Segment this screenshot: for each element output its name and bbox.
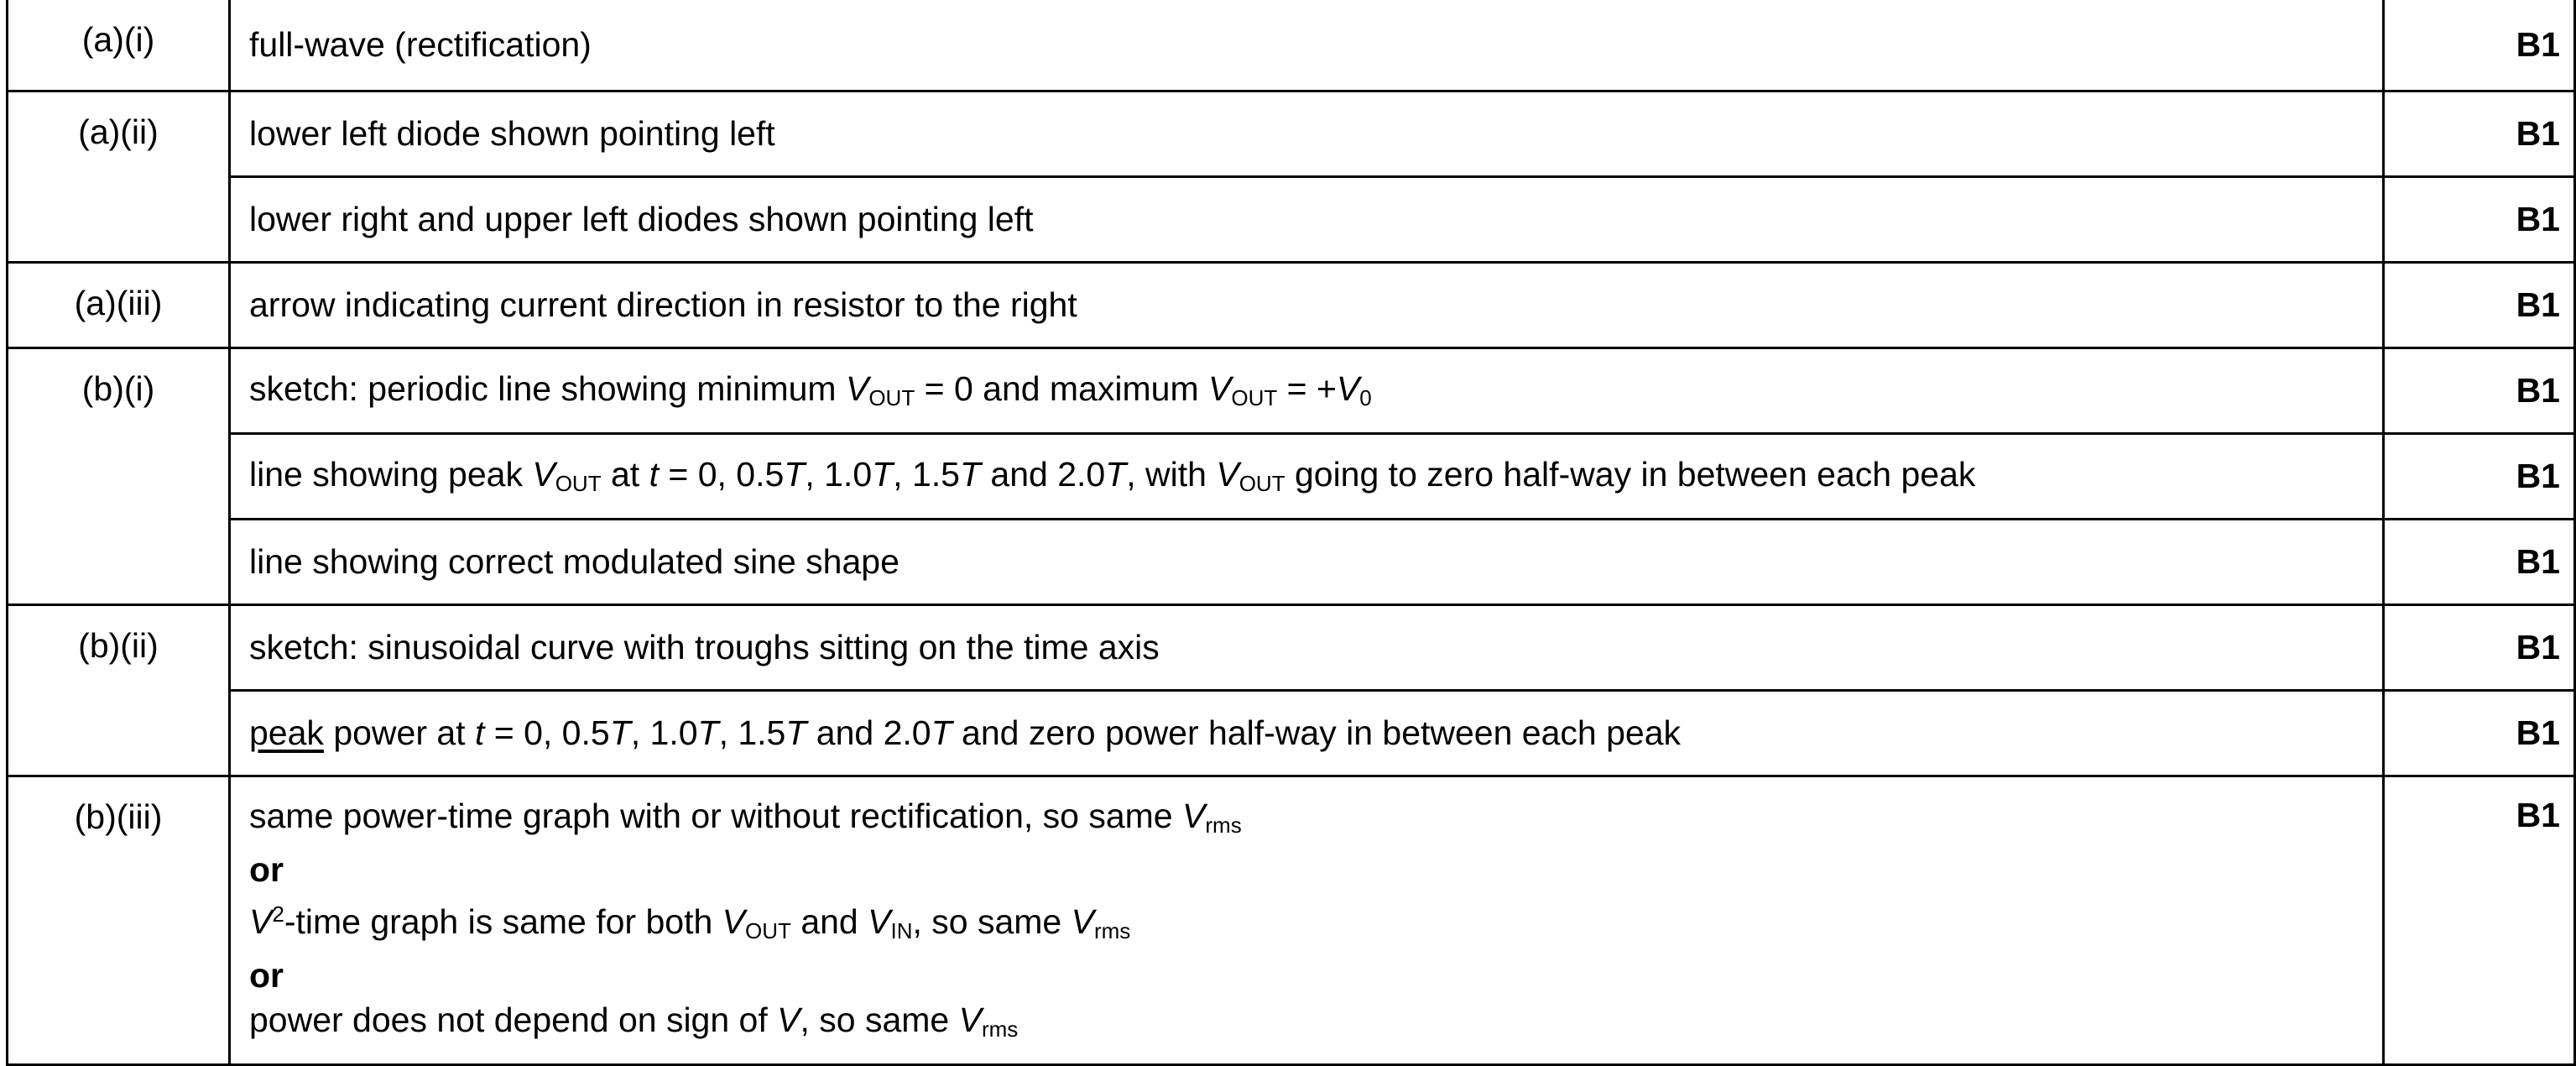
- subscript: OUT: [1238, 471, 1285, 496]
- table-row: [8, 776, 2575, 1064]
- text-run: power at: [323, 713, 475, 752]
- mark: B1: [2384, 176, 2575, 262]
- text-run: line showing peak: [249, 455, 533, 494]
- answer-text: [230, 433, 2384, 519]
- text-run: at: [601, 455, 649, 494]
- mark: B1: [2384, 690, 2575, 776]
- text-run: sketch: periodic line showing minimum: [249, 369, 846, 408]
- question-number: (a)(iii): [8, 262, 230, 347]
- mark: B1: [2384, 91, 2575, 176]
- table-row: [8, 519, 2575, 604]
- question-number: (b)(i): [8, 347, 230, 604]
- answer-text: arrow indicating current direction in resistor to the right: [230, 262, 2384, 347]
- symbol: t: [649, 455, 659, 494]
- text-run: , with: [1126, 455, 1217, 494]
- answer-line: [249, 794, 2374, 848]
- text-run: power does not depend on sign of: [249, 1000, 778, 1039]
- subscript: rms: [1205, 812, 1242, 838]
- answer-text: [230, 776, 2384, 1064]
- answer-line: [249, 998, 2374, 1052]
- text-run: , so same: [912, 901, 1072, 941]
- answer-text: full-wave (rectification): [230, 0, 2384, 91]
- symbol: T: [931, 713, 952, 752]
- symbol: V: [532, 455, 555, 494]
- question-number: (a)(i): [8, 0, 230, 91]
- table-row: [8, 433, 2575, 519]
- text-run: , 1.0: [630, 713, 698, 752]
- text-run: -time graph is same for both: [284, 901, 722, 941]
- mark: B1: [2384, 262, 2575, 347]
- symbol: V: [722, 901, 746, 941]
- answer-line: [249, 892, 2374, 954]
- table-row: [8, 262, 2575, 347]
- text-run: = 0, 0.5: [484, 713, 610, 752]
- symbol: T: [1105, 455, 1127, 494]
- subscript: OUT: [555, 471, 602, 496]
- text-run: = 0, 0.5: [658, 455, 785, 494]
- symbol: T: [784, 455, 806, 494]
- text-run: = 0 and maximum: [915, 369, 1208, 408]
- symbol: V: [1071, 901, 1094, 941]
- text-run: , 1.0: [805, 455, 873, 494]
- text-run: , 1.5: [718, 713, 786, 752]
- symbol: T: [872, 455, 894, 494]
- text-run: and zero power half-way in between each peak: [952, 713, 1681, 752]
- answer-text: [230, 690, 2384, 776]
- subscript: OUT: [868, 385, 915, 410]
- symbol: V: [1336, 369, 1360, 408]
- table-row: [8, 0, 2575, 91]
- symbol: V: [249, 901, 273, 941]
- text-run: and 2.0: [981, 455, 1106, 494]
- answer-text: line showing correct modulated sine shape: [230, 519, 2384, 604]
- subscript: rms: [981, 1016, 1019, 1042]
- answer-text: [230, 347, 2384, 433]
- symbol: V: [777, 1000, 800, 1039]
- text-run: same power-time graph with or without rectification, so same: [249, 796, 1183, 835]
- answer-text: sketch: sinusoidal curve with troughs sitting on the time axis: [230, 604, 2384, 690]
- subscript: OUT: [745, 917, 791, 943]
- symbol: T: [959, 455, 981, 494]
- mark-scheme-table: [6, 0, 2576, 1066]
- table-row: [8, 347, 2575, 433]
- superscript: 2: [272, 901, 284, 927]
- or-separator: or: [249, 849, 284, 889]
- symbol: V: [1208, 369, 1232, 408]
- mark: B1: [2384, 604, 2575, 690]
- symbol: T: [697, 713, 719, 752]
- question-number: (b)(ii): [8, 604, 230, 776]
- mark: B1: [2384, 0, 2575, 91]
- subscript: 0: [1359, 385, 1372, 410]
- or-separator: or: [249, 955, 284, 995]
- subscript: rms: [1093, 917, 1131, 943]
- symbol: V: [845, 369, 869, 408]
- subscript: OUT: [1231, 385, 1278, 410]
- text-run: , so same: [800, 1000, 959, 1039]
- symbol: T: [785, 713, 807, 752]
- text-run: , 1.5: [893, 455, 960, 494]
- answer-text: lower right and upper left diodes shown pointing left: [230, 176, 2384, 262]
- answer-text: lower left diode shown pointing left: [230, 91, 2384, 176]
- text-run: = +: [1277, 369, 1337, 408]
- symbol: V: [1216, 455, 1239, 494]
- symbol: V: [1182, 796, 1206, 835]
- text-run: and 2.0: [806, 713, 931, 752]
- table-row: [8, 604, 2575, 690]
- mark: B1: [2384, 347, 2575, 433]
- subscript: IN: [890, 917, 913, 943]
- symbol: V: [958, 1000, 982, 1039]
- symbol: V: [868, 901, 891, 941]
- table-row: [8, 690, 2575, 776]
- symbol: t: [474, 713, 485, 752]
- question-number: (a)(ii): [8, 91, 230, 262]
- question-number: (b)(iii): [8, 776, 230, 1064]
- text-run: going to zero half-way in between each peak: [1285, 455, 1976, 494]
- underlined-text: peak: [249, 713, 324, 752]
- text-run: and: [790, 901, 868, 941]
- mark: B1: [2384, 519, 2575, 604]
- mark: B1: [2384, 776, 2575, 1064]
- symbol: T: [609, 713, 631, 752]
- table-row: [8, 91, 2575, 176]
- table-row: [8, 176, 2575, 262]
- mark: B1: [2384, 433, 2575, 519]
